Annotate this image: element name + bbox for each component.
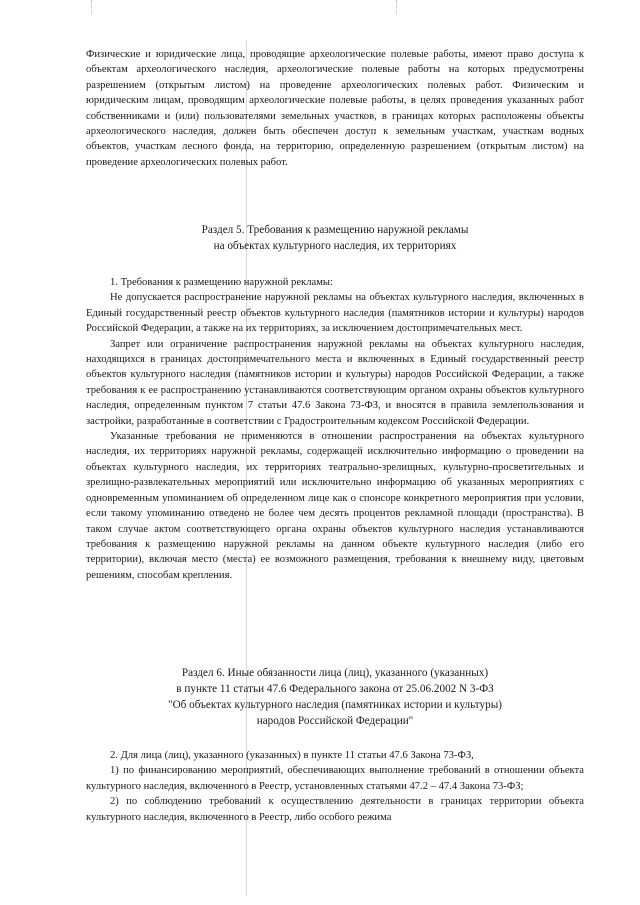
section-5-title-line-2: на объектах культурного наследия, их территориях xyxy=(213,240,457,252)
section-5-heading xyxy=(86,222,584,254)
obligations-lead: 2. Для лица (лиц), указанного (указанных) в пункте 11 статьи 47.6 Закона 73-ФЗ, xyxy=(110,750,474,761)
obligation-item-2: 2) по соблюдению требований к осуществлению деятельности в границах территории объекта культурного наследия, включенного в Реестр, либо особого режима xyxy=(86,796,584,823)
scan-edge-mark-right xyxy=(396,0,398,14)
paragraph-archaeology-access xyxy=(86,47,584,170)
section-6-heading xyxy=(86,665,584,729)
section-5-body xyxy=(86,275,584,583)
section-6-title-line-2: в пункте 11 статьи 47.6 Федерального закона от 25.06.2002 N 3-ФЗ xyxy=(176,683,494,695)
section-6-body xyxy=(86,748,584,825)
advertising-restriction-paragraph: Запрет или ограничение распространения наружной рекламы на объектах культурного наследия, находящихся в границах достопримечательного места и включенных в Единый государственный реестр объектов культурного наследия (памятников истории и культуры) народов Российской Федерации, а также требования к ее распространению устанавливаются соответствующим органом охраны объектов культурного наследия, определенным пунктом 7 статьи 47.6 Закона 73-ФЗ, и вносятся в правила землепользования и застройки, разработанные в соответствии с Градостроительным кодексом Российской Федерации. xyxy=(86,338,584,427)
advertising-ban-paragraph: Не допускается распространение наружной рекламы на объектах культурного наследия, включенных в Единый государственный реестр объектов культурного наследия (памятников истории и культуры) народов Российской Федерации, а также на их территориях, за исключением достопримечательных мест. xyxy=(86,292,584,335)
section-6-title-line-4: народов Российской Федерации" xyxy=(256,715,414,727)
paragraph-text: Физические и юридические лица, проводящие археологические полевые работы, имеют право доступа к объектам археологического наследия, археологические полевые работы на которых предусмотрены разрешением (открытым листом) на проведение археологических полевых работ. Физическим и юридическим лицам, проводящим археологические полевые работы, в целях проведения указанных работ собственниками и (или) пользователями земельных участков, в границах которых расположены объекты археологического наследия, должен быть обеспечен доступ к земельным участкам, участкам водных объектов, участкам лесного фонда, на территорию, определенную разрешением (открытым листом) на проведение археологических полевых работ. xyxy=(86,49,584,168)
section-6-title-line-1: Раздел 6. Иные обязанности лица (лиц), указанного (указанных) xyxy=(181,667,489,679)
section-6-title-line-3: "Об объектах культурного наследия (памятниках истории и культуры) xyxy=(168,699,502,711)
obligation-item-1: 1) по финансированию мероприятий, обеспечивающих выполнение требований в отношении объекта культурного наследия, включенного в Реестр, установленных статьями 47.2 – 47.4 Закона 73-ФЗ; xyxy=(86,765,584,792)
advertising-exception-paragraph: Указанные требования не применяются в отношении распространения на объектах культурного наследия, их территориях наружной рекламы, содержащей исключительно информацию о проведении на объектах культурного наследия, их территориях театрально-зрелищных, культурно-просветительных и зрелищно-развлекательных мероприятий или исключительно информацию об указанных мероприятиях с одновременным упоминанием об определенном лице как о спонсоре конкретного мероприятия при условии, если такому упоминанию отведено не более чем десять процентов рекламной площади (пространства). В таком случае актом соответствующего органа охраны объектов культурного наследия устанавливаются требования к размещению наружной рекламы на данном объекте культурного наследия (либо его территории), включая место (места) ее возможного размещения, требования к внешнему виду, цветовым решениям, способам крепления. xyxy=(86,431,584,581)
scan-edge-mark-left xyxy=(91,0,93,14)
advertising-requirements-lead: 1. Требования к размещению наружной рекламы: xyxy=(110,277,333,288)
section-5-title-line-1: Раздел 5. Требования к размещению наружной рекламы xyxy=(201,224,469,236)
